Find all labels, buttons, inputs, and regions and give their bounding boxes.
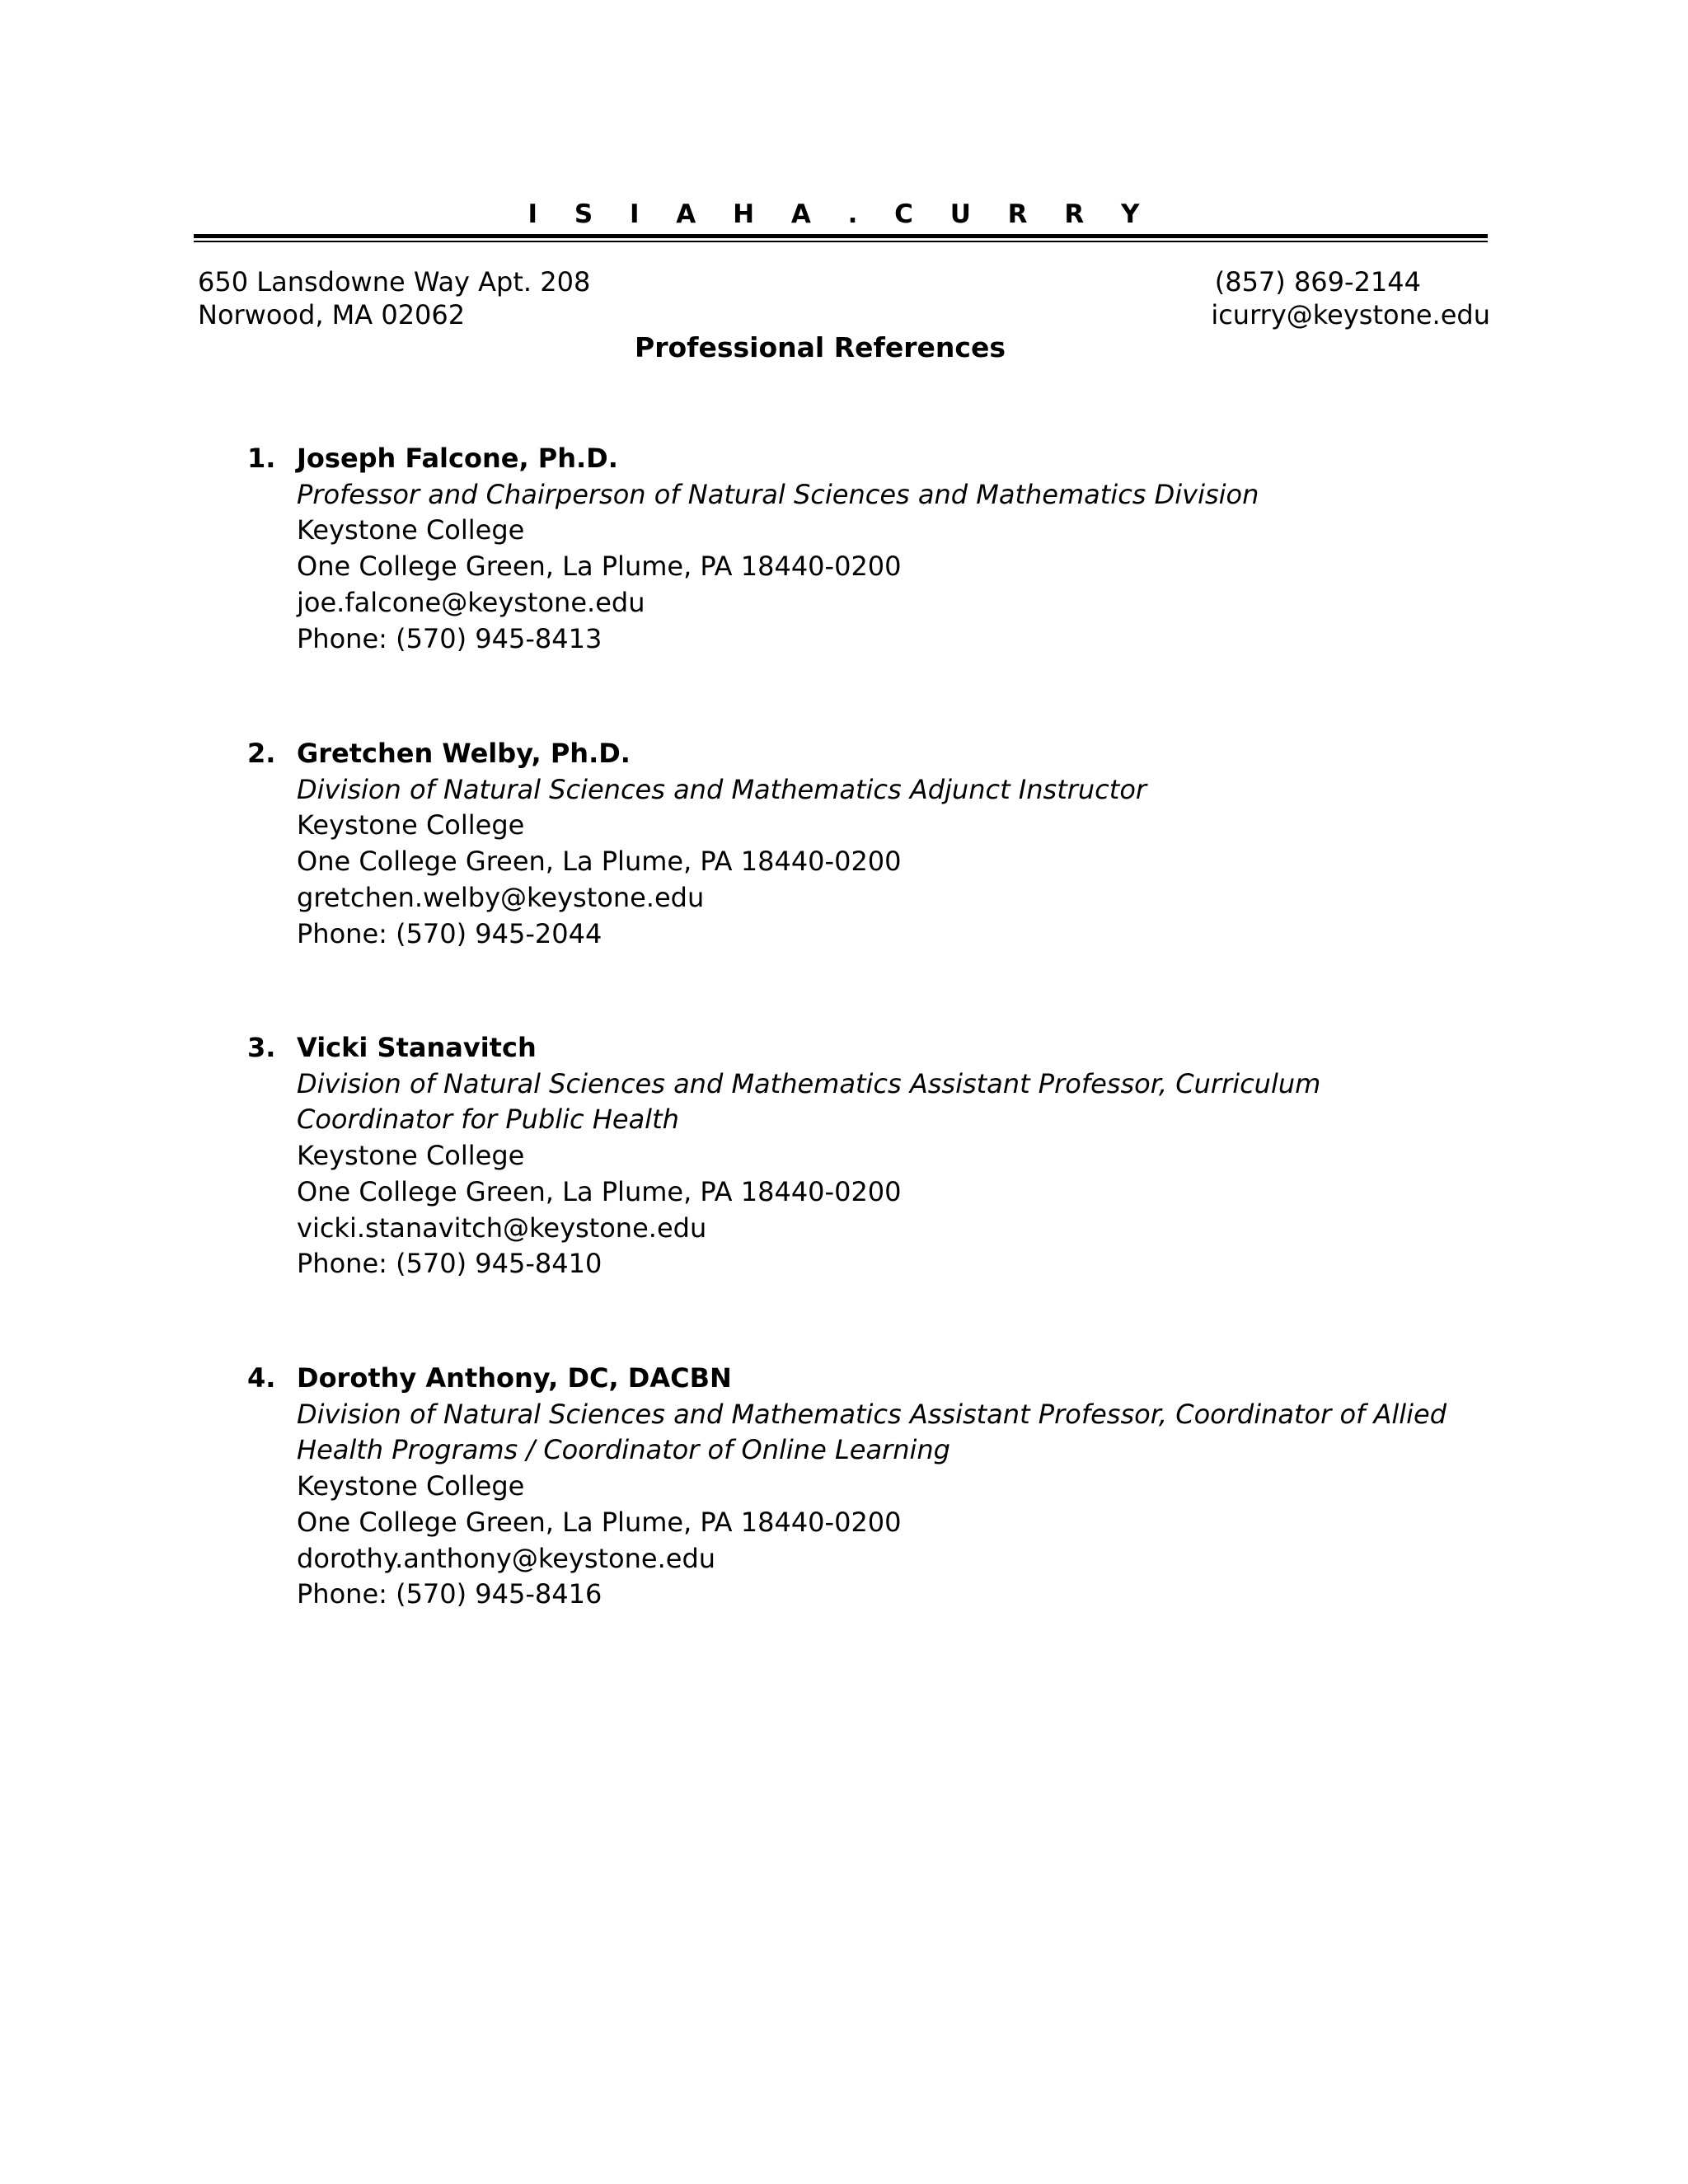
reference-email: dorothy.anthony@keystone.edu: [297, 1542, 716, 1574]
reference-item: [247, 441, 1484, 657]
applicant-name: I S I A H A . C U R R Y: [528, 199, 1154, 229]
reference-name: Joseph Falcone, Ph.D.: [297, 443, 618, 474]
reference-name: Vicki Stanavitch: [297, 1032, 537, 1063]
reference-name: Dorothy Anthony, DC, DACBN: [297, 1362, 732, 1394]
reference-body: [297, 441, 1484, 657]
reference-organization: Keystone College: [297, 1140, 525, 1172]
reference-item: [247, 1361, 1484, 1613]
reference-address: One College Green, La Plume, PA 18440-0200: [297, 1175, 902, 1207]
reference-email: vicki.stanavitch@keystone.edu: [297, 1212, 707, 1244]
header-rule-thick: [194, 234, 1488, 238]
reference-title: Division of Natural Sciences and Mathematics Assistant Professor, Curriculum Coordinator for Public Health: [297, 1067, 1321, 1136]
reference-body: [297, 1030, 1484, 1282]
reference-organization: Keystone College: [297, 809, 525, 841]
reference-address: One College Green, La Plume, PA 18440-0200: [297, 846, 902, 878]
document-title: Professional References: [635, 331, 1006, 363]
applicant-address: [198, 265, 590, 331]
reference-organization: Keystone College: [297, 1470, 525, 1502]
header-rule-thin: [194, 241, 1488, 242]
reference-name: Gretchen Welby, Ph.D.: [297, 738, 631, 769]
reference-item: [247, 1030, 1484, 1282]
address-line-1: 650 Lansdowne Way Apt. 208: [198, 266, 591, 298]
applicant-phone: (857) 869-2144: [1214, 266, 1421, 298]
reference-title: Division of Natural Sciences and Mathematics Adjunct Instructor: [297, 773, 1147, 805]
reference-title: Division of Natural Sciences and Mathematics Assistant Professor, Coordinator of Allied Health Programs / Coordinator of Online Learning: [297, 1398, 1447, 1466]
applicant-contact: [1211, 265, 1490, 331]
reference-phone: Phone: (570) 945-8416: [297, 1578, 603, 1610]
address-line-2: Norwood, MA 02062: [198, 299, 466, 330]
reference-number: 1.: [247, 443, 276, 474]
reference-title: Professor and Chairperson of Natural Sciences and Mathematics Division: [297, 478, 1259, 510]
reference-body: [297, 736, 1484, 952]
reference-number: 2.: [247, 738, 276, 769]
reference-phone: Phone: (570) 945-2044: [297, 917, 603, 949]
reference-number: 4.: [247, 1362, 276, 1394]
reference-phone: Phone: (570) 945-8410: [297, 1248, 603, 1280]
reference-email: joe.falcone@keystone.edu: [297, 586, 645, 618]
applicant-email: icurry@keystone.edu: [1211, 299, 1490, 330]
reference-phone: Phone: (570) 945-8413: [297, 622, 603, 654]
reference-number: 3.: [247, 1032, 276, 1063]
reference-organization: Keystone College: [297, 514, 525, 546]
reference-address: One College Green, La Plume, PA 18440-0200: [297, 551, 902, 583]
reference-item: [247, 736, 1484, 952]
reference-body: [297, 1361, 1484, 1613]
reference-address: One College Green, La Plume, PA 18440-0200: [297, 1506, 902, 1538]
reference-email: gretchen.welby@keystone.edu: [297, 881, 705, 913]
